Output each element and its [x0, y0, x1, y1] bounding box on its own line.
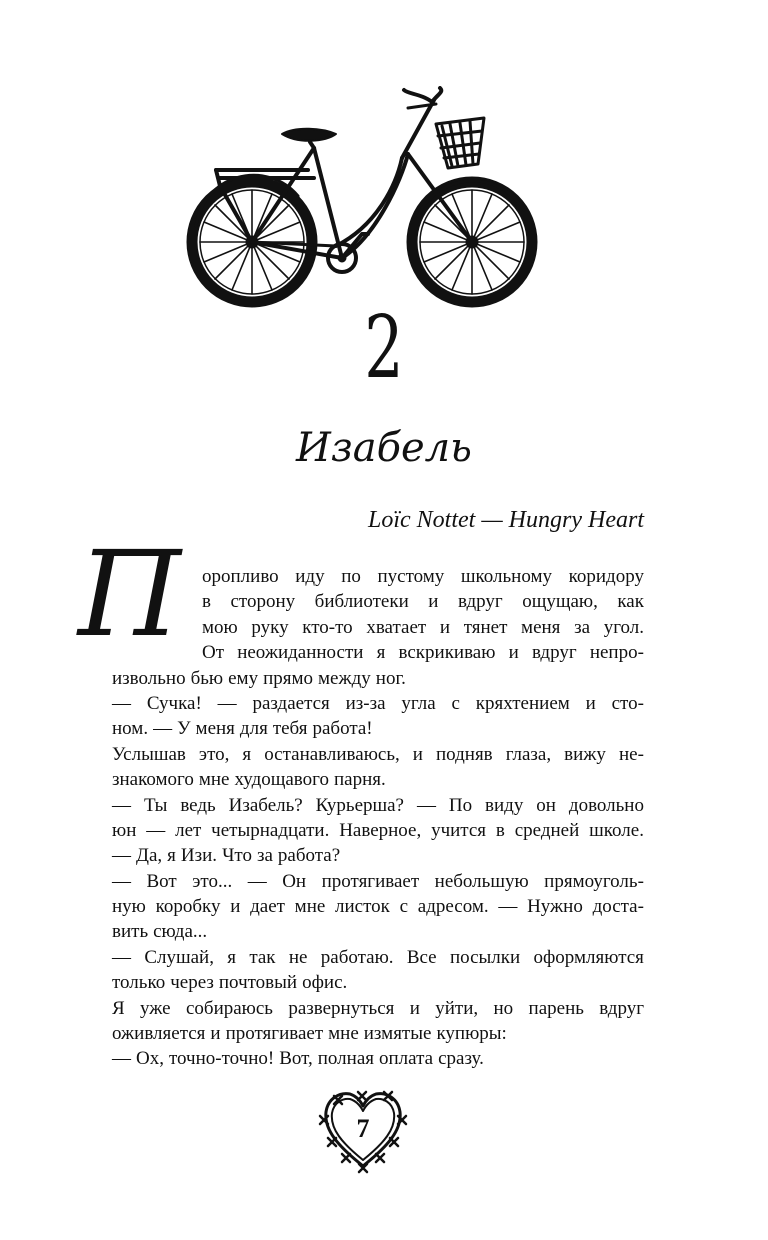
text-line: ную коробку и дает мне листок с адресом. — Нужно доста- — [112, 896, 644, 918]
text-line: юн — лет четырнадцати. Наверное, учится в средней школе. — [112, 819, 644, 841]
chapter-epigraph: Loïc Nottet — Hungry Heart — [368, 507, 644, 533]
chapter-title: Изабель — [296, 425, 472, 471]
drop-cap-letter: П — [78, 525, 167, 663]
text-line: ном. — У меня для тебя работа! — [112, 718, 373, 740]
text-line: Я уже собираюсь развернуться и уйти, но парень вдруг — [112, 997, 644, 1019]
text-line: От неожиданности я вскрикиваю и вдруг непро- — [202, 642, 644, 664]
text-line: — Сучка! — раздается из-за угла с кряхтением и сто- — [112, 692, 644, 714]
chapter-number: 2 — [364, 298, 404, 398]
text-line: — Да, я Изи. Что за работа? — [112, 845, 341, 867]
text-line: — Слушай, я так не работаю. Все посылки оформляются — [112, 946, 644, 968]
page-number: 7 — [356, 1114, 370, 1143]
text-line: вить сюда... — [112, 921, 208, 943]
text-line: извольно бью ему прямо между ног. — [112, 667, 406, 689]
text-line: оживляется и протягивает мне измятые купюры: — [112, 1023, 507, 1045]
text-line: мою руку кто-то хватает и тянет меня за угол. — [202, 616, 644, 638]
text-line: в сторону библиотеки и вдруг ощущаю, как — [202, 591, 644, 613]
text-line: знакомого мне худощавого парня. — [112, 769, 386, 791]
text-line: — Ты ведь Изабель? Курьерша? — По виду он довольно — [112, 794, 644, 816]
text-line: — Ох, точно-точно! Вот, полная оплата сразу. — [112, 1048, 484, 1070]
text-line: Услышав это, я останавливаюсь, и подняв глаза, вижу не- — [112, 743, 644, 765]
text-line: — Вот это... — Он протягивает небольшую прямоуголь- — [112, 870, 644, 892]
bicycle-with-basket-icon — [186, 86, 538, 322]
text-line: оропливо иду по пустому школьному коридору — [202, 566, 644, 587]
chapter-body-text — [112, 564, 644, 1072]
text-line: только через почтовый офис. — [112, 972, 348, 994]
